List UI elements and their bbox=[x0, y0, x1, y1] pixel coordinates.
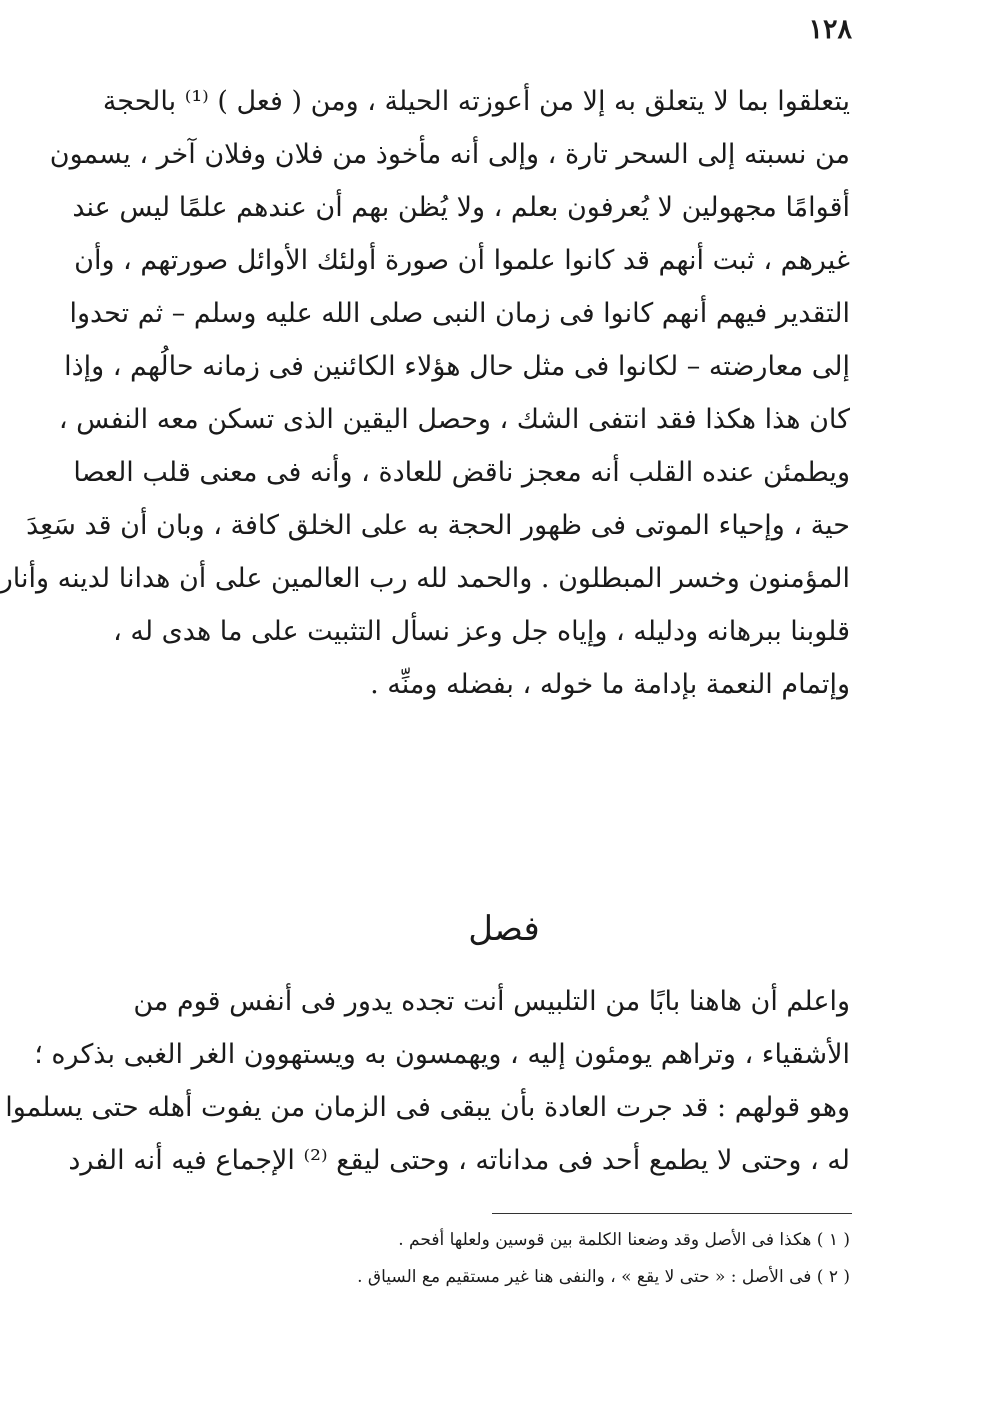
text-line: المؤمنون وخسر المبطلون . والحمد لله رب العالمين على أن هدانا لدينه وأنار bbox=[0, 563, 850, 594]
text-line: كان هذا هكذا فقد انتفى الشك ، وحصل اليقين الذى تسكن معه النفس ، bbox=[58, 404, 850, 435]
text-line: التقدير فيهم أنهم كانوا فى زمان النبى صلى الله عليه وسلم – ثم تحدوا bbox=[69, 298, 850, 329]
footnote-2: ( ٢ ) فى الأصل : « حتى لا يقع » ، والنفى هنا غير مستقيم مع السياق . bbox=[357, 1267, 850, 1287]
text-line: إلى معارضته – لكانوا فى مثل حال هؤلاء الكائنين فى زمانه حالُهم ، وإذا bbox=[64, 351, 850, 382]
text-line: الأشقياء ، وتراهم يومئون إليه ، ويهمسون به ويستهوون الغر الغبى بذكره ؛ bbox=[34, 1039, 850, 1070]
footnote-1: ( ١ ) هكذا فى الأصل وقد وضعنا الكلمة بين قوسين ولعلها أفحم . bbox=[398, 1230, 850, 1250]
footnote-divider bbox=[492, 1213, 852, 1214]
page-number: ١٢٨ bbox=[808, 14, 852, 45]
text-line: من نسبته إلى السحر تارة ، وإلى أنه مأخوذ من فلان وفلان آخر ، يسمون bbox=[49, 139, 850, 170]
section-heading: فصل bbox=[468, 909, 540, 949]
text-line: ويطمئن عنده القلب أنه معجز ناقض للعادة ، وأنه فى معنى قلب العصا bbox=[73, 457, 850, 488]
text-line: حية ، وإحياء الموتى فى ظهور الحجة به على الخلق كافة ، وبان أن قد سَعِدَ bbox=[26, 510, 850, 541]
text-line: أقوامًا مجهولين لا يُعرفون بعلم ، ولا يُظن بهم أن عندهم علمًا ليس عند bbox=[72, 192, 850, 223]
text-line: وهو قولهم : قد جرت العادة بأن يبقى فى الزمان من يفوت أهله حتى يسلموا bbox=[5, 1092, 850, 1123]
text-line: غيرهم ، ثبت أنهم قد كانوا علموا أن صورة أولئك الأوائل صورتهم ، وأن bbox=[74, 245, 850, 276]
text-line: قلوبنا ببرهانه ودليله ، وإياه جل وعز نسأل التثبيت على ما هدى له ، bbox=[113, 616, 850, 647]
text-line: له ، وحتى لا يطمع أحد فى مداناته ، وحتى ليقع ⁽²⁾ الإجماع فيه أنه الفرد bbox=[68, 1145, 850, 1176]
text-line: يتعلقوا بما لا يتعلق به إلا من أعوزته الحيلة ، ومن ( فعل ) ⁽¹⁾ بالحجة bbox=[102, 86, 850, 117]
text-line: واعلم أن هاهنا بابًا من التلبيس أنت تجده يدور فى أنفس قوم من bbox=[133, 986, 850, 1017]
text-line: وإتمام النعمة بإدامة ما خوله ، بفضله ومنِّه . bbox=[370, 669, 850, 700]
